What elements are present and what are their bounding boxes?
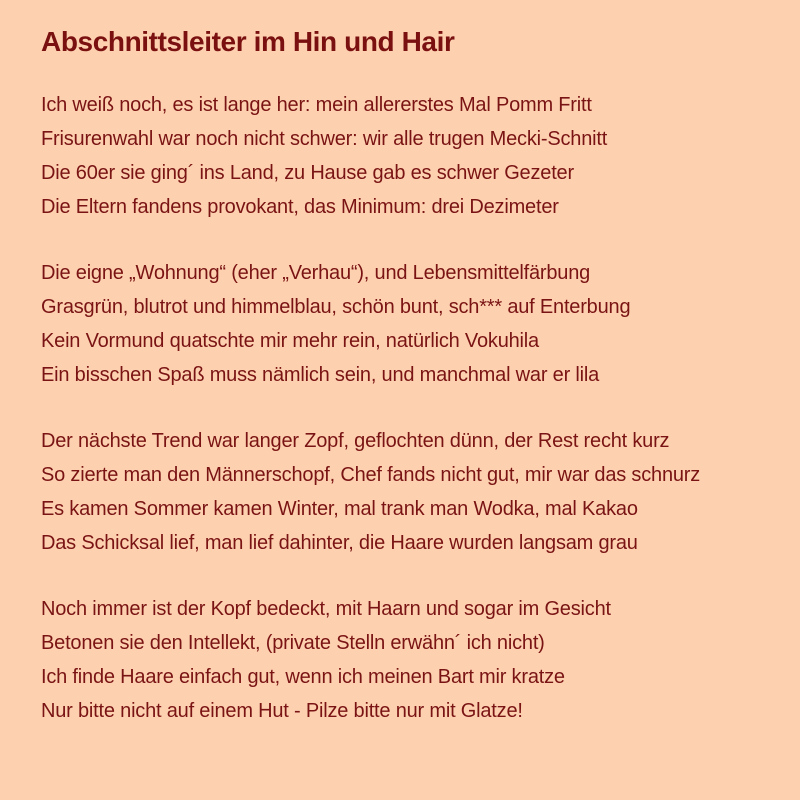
poem-line: Ich finde Haare einfach gut, wenn ich meinen Bart mir kratze — [41, 666, 565, 688]
poem-title: Abschnittsleiter im Hin und Hair — [41, 26, 455, 57]
poem-line: Grasgrün, blutrot und himmelblau, schön bunt, sch*** auf Enterbung — [41, 296, 631, 318]
poem-line: Das Schicksal lief, man lief dahinter, die Haare wurden langsam grau — [41, 532, 638, 554]
poem-line: Der nächste Trend war langer Zopf, geflochten dünn, der Rest recht kurz — [41, 430, 670, 452]
stanza-1 — [41, 88, 791, 224]
stanza-3 — [41, 424, 791, 560]
poem-line: Die eigne „Wohnung“ (eher „Verhau“), und Lebensmittelfärbung — [41, 262, 591, 284]
poem-line: Ein bisschen Spaß muss nämlich sein, und manchmal war er lila — [41, 364, 600, 386]
stanza-2 — [41, 256, 791, 392]
poem-line: So zierte man den Männerschopf, Chef fands nicht gut, mir war das schnurz — [41, 464, 701, 486]
poem-line: Es kamen Sommer kamen Winter, mal trank man Wodka, mal Kakao — [41, 498, 638, 520]
poem-line: Frisurenwahl war noch nicht schwer: wir alle trugen Mecki-Schnitt — [41, 128, 608, 150]
stanza-4 — [41, 592, 791, 728]
poem-line: Die 60er sie ging´ ins Land, zu Hause gab es schwer Gezeter — [41, 162, 574, 184]
poem-line: Nur bitte nicht auf einem Hut - Pilze bitte nur mit Glatze! — [41, 700, 523, 722]
poem-line: Betonen sie den Intellekt, (private Stelln erwähn´ ich nicht) — [41, 632, 545, 654]
poem-line: Noch immer ist der Kopf bedeckt, mit Haarn und sogar im Gesicht — [41, 598, 611, 620]
poem-line: Kein Vormund quatschte mir mehr rein, natürlich Vokuhila — [41, 330, 539, 352]
poem-line: Ich weiß noch, es ist lange her: mein allererstes Mal Pomm Fritt — [41, 94, 592, 116]
poem — [41, 26, 791, 760]
poem-line: Die Eltern fandens provokant, das Minimum: drei Dezimeter — [41, 196, 559, 218]
